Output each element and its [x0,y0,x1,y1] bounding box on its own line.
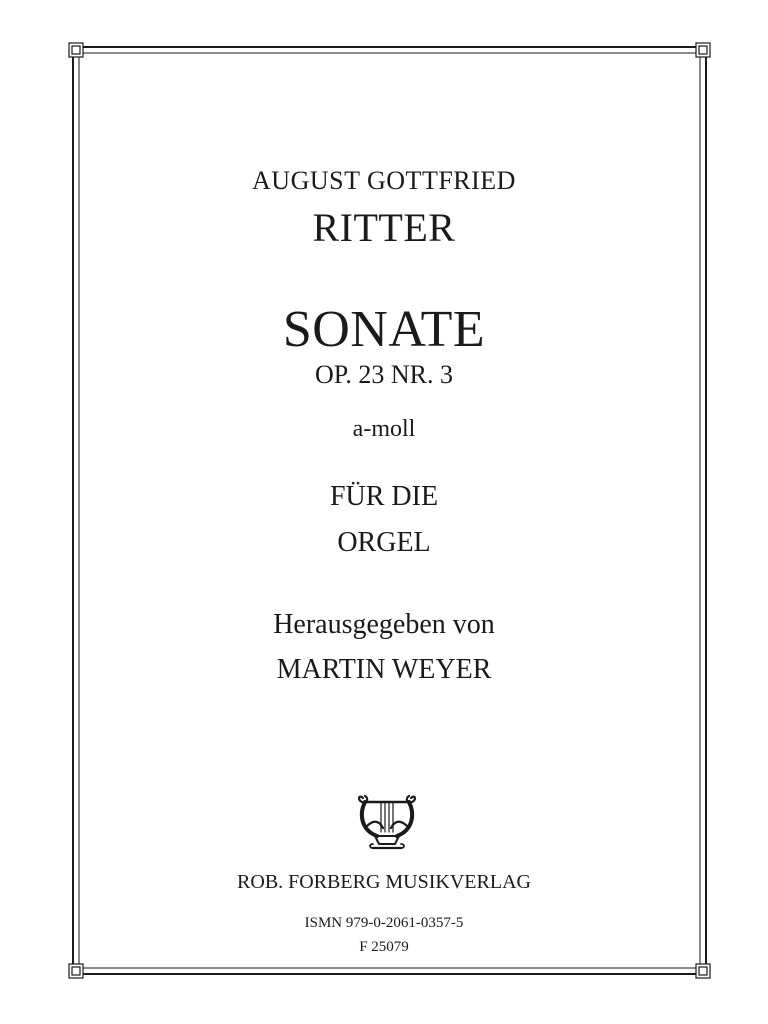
lyre-logo-icon [355,790,419,854]
corner-ornament-top-right [696,43,710,57]
instrument-line-1: FÜR DIE [329,481,439,512]
catalog-number: F 25079 [359,939,409,955]
editor-label: Herausgegeben von [273,609,495,640]
isbn-number: ISMN 979-0-2061-0357-5 [304,915,464,931]
composer-last-name: RITTER [312,205,456,250]
editor-name: MARTIN WEYER [276,654,492,685]
composer-first-name: AUGUST GOTTFRIED [252,166,516,195]
work-title: SONATE [282,301,486,358]
corner-ornament-top-left [69,43,83,57]
corner-ornament-bottom-left [69,964,83,978]
instrument-line-2: ORGEL [337,527,431,558]
corner-ornament-bottom-right [696,964,710,978]
key-signature: a-moll [352,416,416,442]
publisher-name: ROB. FORBERG MUSIKVERLAG [237,871,531,893]
opus-number: OP. 23 NR. 3 [315,360,453,389]
